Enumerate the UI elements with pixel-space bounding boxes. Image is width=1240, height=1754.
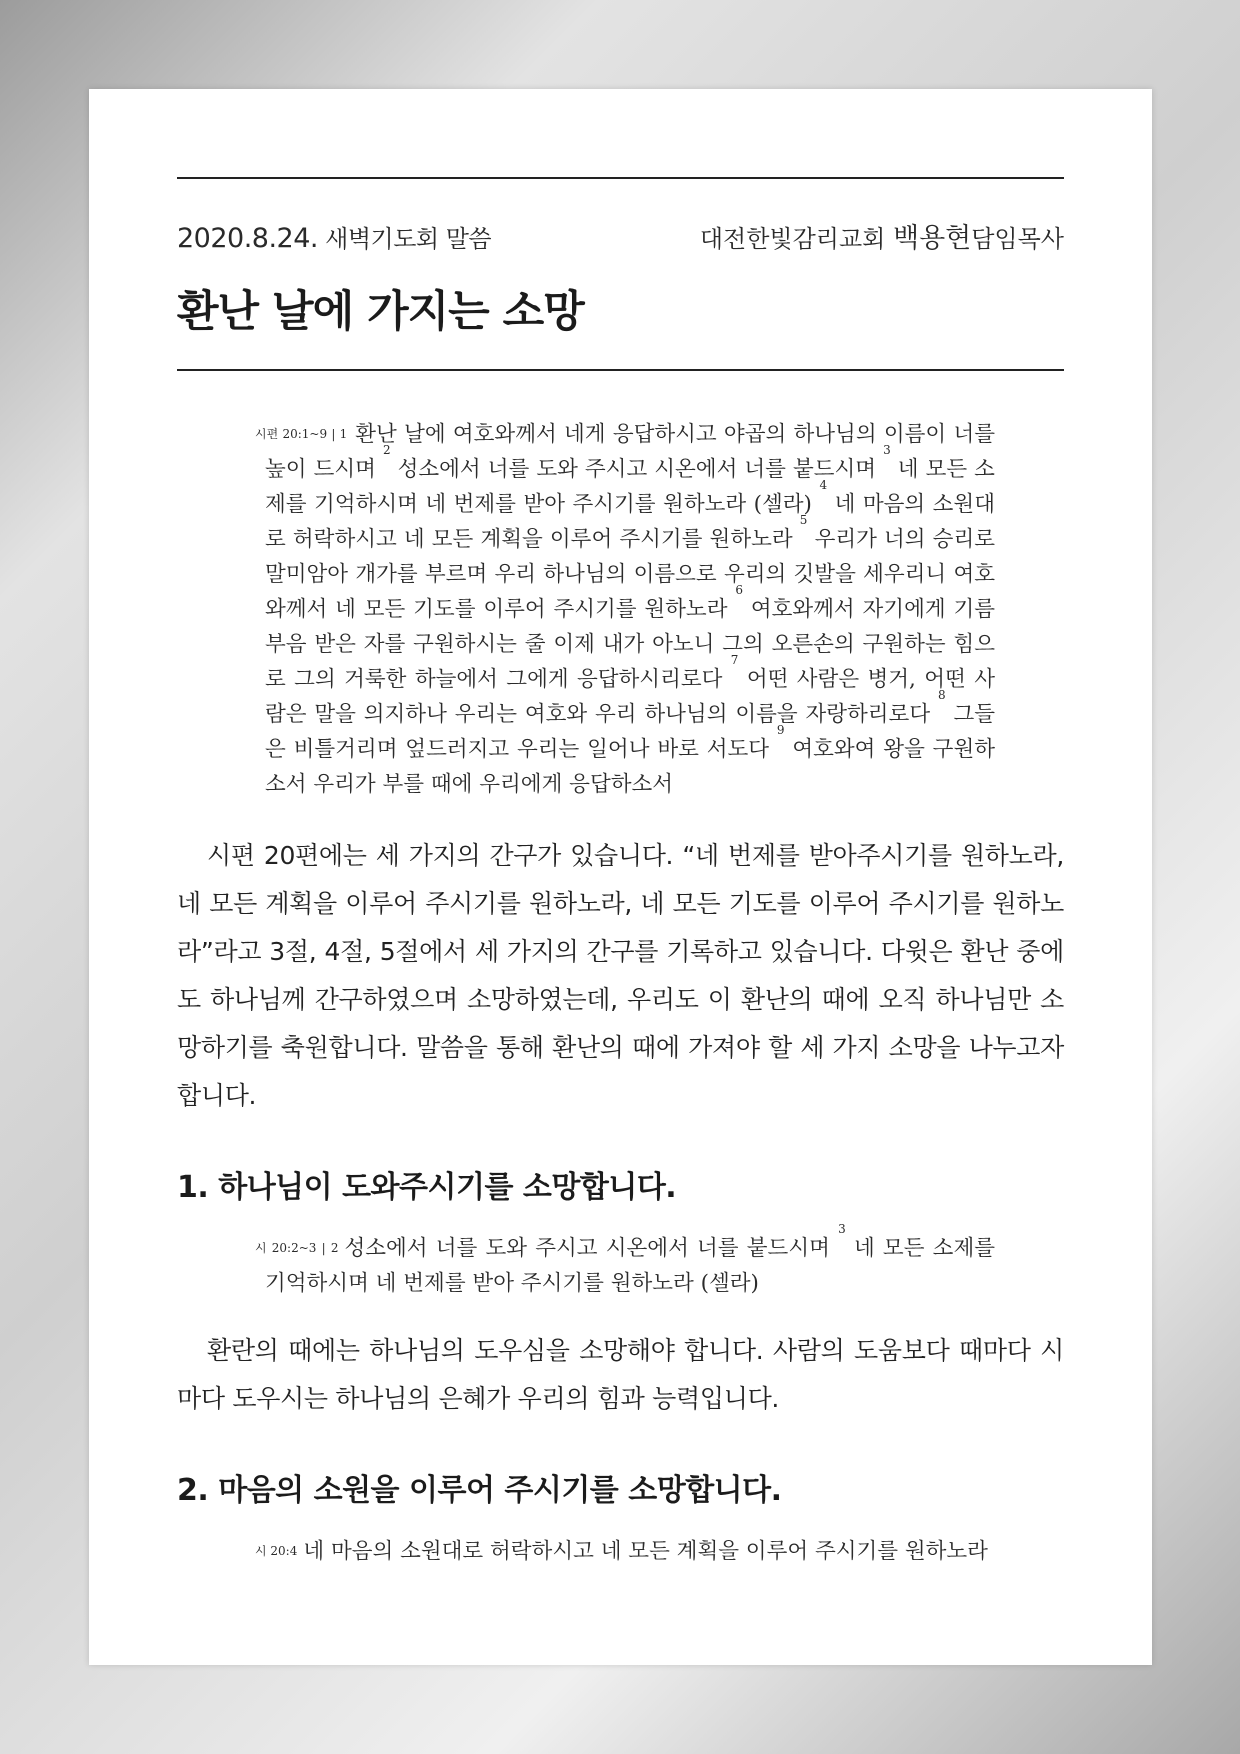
verse-number: 2 xyxy=(382,443,391,457)
verse-3: 네 모든 소제를 기억하시며 네 번제를 받아 주시기를 원하노라 (셀라) xyxy=(265,457,995,517)
scripture-reference: 시편 20:1~9 | 1 xyxy=(255,427,348,441)
date-line xyxy=(177,219,491,254)
church-name: 대전한빛감리교회 xyxy=(699,225,886,253)
verse-number: 5 xyxy=(799,513,808,527)
service-name: 새벽기도회 말씀 xyxy=(325,225,492,253)
scripture-passage xyxy=(255,417,995,802)
verse-number: 3 xyxy=(838,1221,846,1236)
verse-8: 그들은 비틀거리며 엎드러지고 우리는 일어나 바로 서도다 xyxy=(265,702,995,762)
document-page xyxy=(89,89,1152,1665)
intro-paragraph: 시편 20편에는 세 가지의 간구가 있습니다. “네 번제를 받아주시기를 원하노라, 네 모든 계획을 이루어 주시기를 원하노라, 네 모든 기도를 이루어 주시기를 원하노라”라고 3절, 4절, 5절에서 세 가지의 간구를 기록하고 있습니다. 다윗은 환난 중에도 하나님께 간구하였으며 소망하였는데, 우리도 이 환난의 때에 오직 하나님만 소망하기를 축원합니다. 말씀을 통해 환난의 때에 가져야 할 세 가지 소망을 나누고자 합니다. xyxy=(177,841,1064,1110)
section-1-scripture xyxy=(255,1221,995,1301)
verse-1: 환난 날에 여호와께서 네게 응답하시고 야곱의 하나님의 이름이 너를 높이 드시며 xyxy=(265,422,995,482)
verse-2: 성소에서 너를 도와 주시고 시온에서 너를 붙드시며 xyxy=(397,457,877,482)
top-rule xyxy=(177,177,1064,179)
verse-number: 7 xyxy=(730,653,739,667)
section-2-scripture xyxy=(255,1534,995,1569)
section-1-body: 환란의 때에는 하나님의 도우심을 소망해야 합니다. 사람의 도움보다 때마다 시마다 도우시는 하나님의 은혜가 우리의 힘과 능력입니다. xyxy=(177,1335,1064,1413)
church-line xyxy=(700,216,1064,255)
section-1-heading: 1. 하나님이 도와주시기를 소망합니다. xyxy=(177,1170,677,1205)
title-rule xyxy=(177,369,1064,371)
page-content xyxy=(177,177,1064,1569)
header-meta xyxy=(177,216,1064,255)
scripture-reference: 시 20:4 xyxy=(255,1543,298,1558)
verse-5: 우리가 너의 승리로 말미암아 개가를 부르며 우리 하나님의 이름으로 우리의 깃발을 세우리니 여호와께서 네 모든 기도를 이루어 주시기를 원하노라 xyxy=(265,527,995,622)
verse-6: 여호와께서 자기에게 기름 부음 받은 자를 구원하시는 줄 이제 내가 아노니 그의 오른손의 구원하는 힘으로 그의 거룩한 하늘에서 그에게 응답하시리로다 xyxy=(265,597,996,692)
verse-number: 4 xyxy=(819,478,828,492)
scripture-reference: 시 20:2~3 | 2 xyxy=(255,1240,339,1255)
verse-number: 8 xyxy=(937,688,946,702)
verse-3: 네 모든 소제를 기억하시며 네 번제를 받아 주시기를 원하노라 (셀라) xyxy=(265,1235,995,1296)
sermon-title: 환난 날에 가지는 소망 xyxy=(177,287,584,337)
verse-number: 3 xyxy=(883,443,891,457)
sermon-date: 2020.8.24. xyxy=(177,223,318,254)
verse-9: 여호와여 왕을 구원하소서 우리가 부를 때에 우리에게 응답하소서 xyxy=(265,737,995,797)
pastor-name: 백용현 xyxy=(893,223,972,254)
verse-4: 네 마음의 소원대로 허락하시고 네 모든 계획을 이루어 주시기를 원하노라 xyxy=(303,1538,988,1564)
pastor-title: 담임목사 xyxy=(971,225,1064,253)
verse-4: 네 마음의 소원대로 허락하시고 네 모든 계획을 이루어 주시기를 원하노라 xyxy=(265,492,995,552)
verse-number: 6 xyxy=(735,583,743,597)
section-2-heading: 2. 마음의 소원을 이루어 주시기를 소망합니다. xyxy=(177,1472,782,1508)
verse-7: 어떤 사람은 병거, 어떤 사람은 말을 의지하나 우리는 여호와 우리 하나님의 이름을 자랑하리로다 xyxy=(265,667,995,727)
verse-number: 9 xyxy=(776,723,785,737)
verse-2: 성소에서 너를 도와 주시고 시온에서 너를 붙드시며 xyxy=(344,1235,830,1261)
